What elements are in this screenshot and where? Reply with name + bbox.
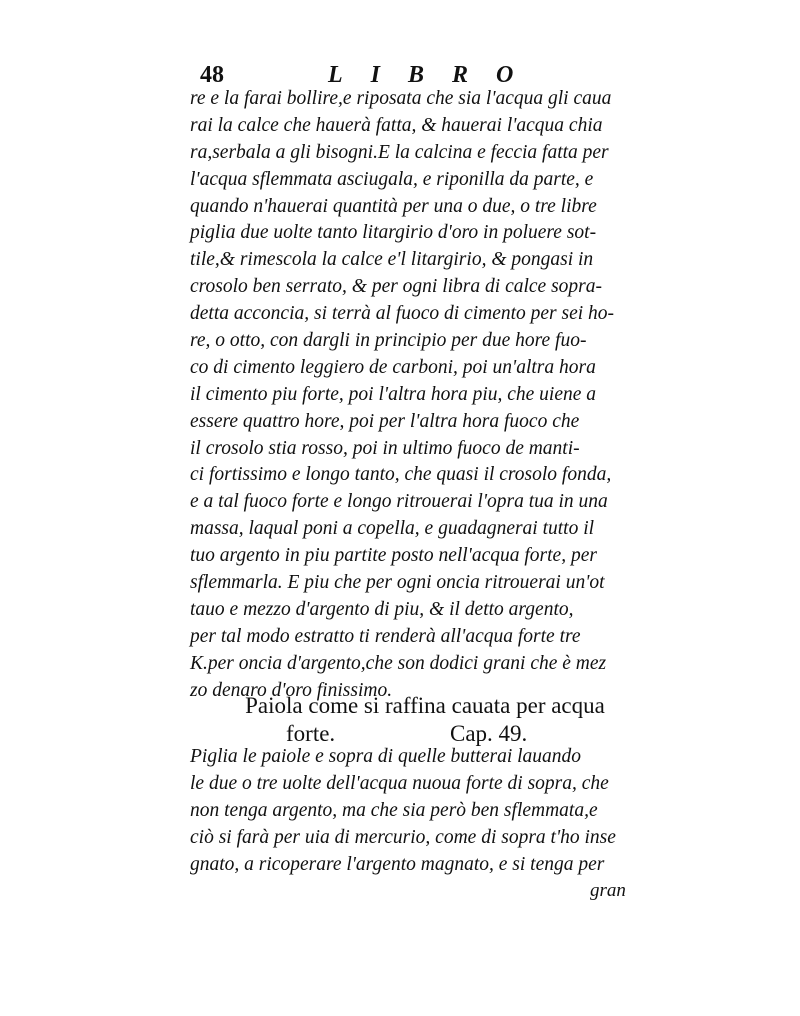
text-line: essere quattro hore, poi per l'altra hora fuoco che [190,410,580,432]
text-line: re e la farai bollire,e riposata che sia l'acqua gli caua [190,88,612,109]
text-line: ciò si farà per uia di mercurio, come di sopra t'ho inse [190,826,616,848]
text-line: co di cimento leggiero de carboni, poi un'altra hora [190,356,596,378]
chapter-title: Paiola come si raffina cauata per acqua [245,693,605,718]
text-line: re, o otto, con dargli in principio per due hore fuo- [190,330,587,352]
text-line: l'acqua sflemmata asciugala, e riponilla da parte, e [190,168,594,190]
text-line: K.per oncia d'argento,che son dodici grani che è mez [190,652,607,674]
text-line: zo denaro d'oro finissimo. [190,679,393,701]
text-line: ci fortissimo e longo tanto, che quasi il crosolo fonda, [190,464,612,486]
page-number: 48 [200,62,224,88]
text-line: quando n'hauerai quantità per una o due, o tre libre [190,195,597,217]
body-text [190,86,660,704]
running-head: LIBRO [328,62,542,88]
text-line: e a tal fuoco forte e longo ritrouerai l'opra tua in una [190,491,608,513]
chapter-text [190,744,660,878]
text-line: tile,& rimescola la calce e'l litargirio, & pongasi in [190,249,594,271]
text-line: per tal modo estratto ti renderà all'acqua forte tre [190,625,581,647]
text-line: le due o tre uolte dell'acqua nuoua forte di sopra, che [190,772,609,794]
text-line: il crosolo stia rosso, poi in ultimo fuoco de manti- [190,437,580,459]
chapter-title-end: forte. [286,721,336,746]
text-line: ra,serbala a gli bisogni.E la calcina e feccia fatta per [190,141,609,163]
text-line: detta acconcia, si terrà al fuoco di cimento per sei ho- [190,303,615,325]
text-line: gnato, a ricoperare l'argento magnato, e si tenga per [190,853,605,875]
chapter-number: Cap. 49. [450,721,528,746]
text-line: massa, laqual poni a copella, e guadagnerai tutto il [190,518,595,540]
text-line: rai la calce che hauerà fatta, & hauerai l'acqua chia [190,114,603,136]
text-line: sflemmarla. E piu che per ogni oncia ritrouerai un'ot [190,572,605,594]
text-line: crosolo ben serrato, & per ogni libra di calce sopra- [190,276,602,298]
text-line: tauo e mezzo d'argento di piu, & il detto argento, [190,598,574,620]
text-line: piglia due uolte tanto litargirio d'oro in poluere sot- [190,222,597,244]
text-line: tuo argento in piu partite posto nell'acqua forte, per [190,545,597,567]
text-line: non tenga argento, ma che sia però ben sflemmata,e [190,799,598,821]
catchword: gran [590,880,626,901]
text-line: Piglia le paiole e sopra di quelle butterai lauando [190,746,582,767]
text-line: il cimento piu forte, poi l'altra hora piu, che uiene a [190,383,597,405]
